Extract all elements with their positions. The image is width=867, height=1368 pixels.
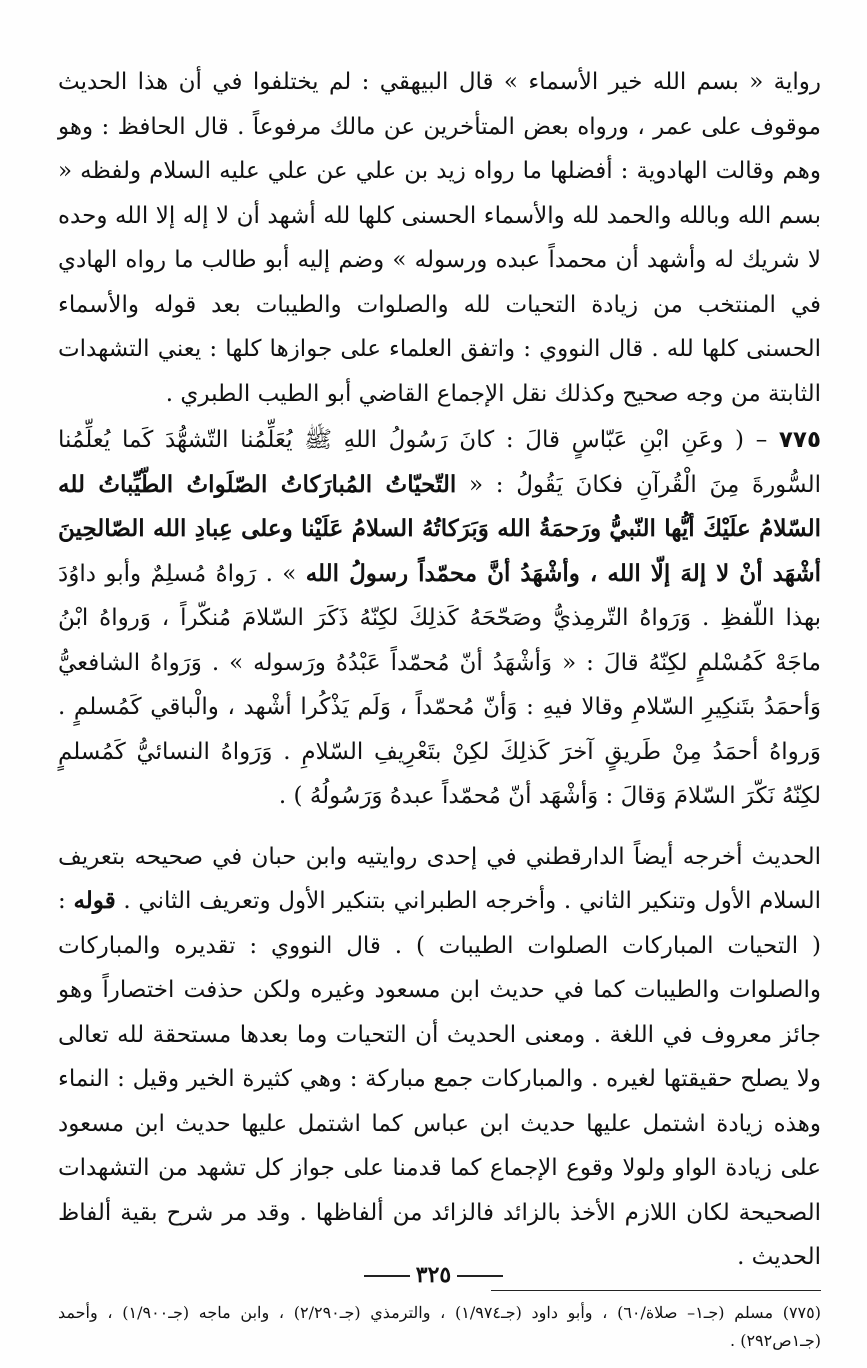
intro-paragraph: [58, 60, 821, 416]
commentary-part1: الحديث أخرجه أيضاً الدارقطني في إحدى روايتيه وابن حبان في صحيحه بتعريف السلام الأول وتنكير الثاني . وأخرجه الطبراني بتنكير الأول وتعريف الثاني .: [58, 843, 821, 914]
hadith-opening: – ( وعَنِ ابْنِ عَبّاسٍ قالَ : كانَ رَسُولُ اللهِ ﷺ يُعَلِّمُنا التّشهُّدَ كَما يُعلِّمُنا السُّورةَ مِنَ الْقُرآنِ فكانَ يَقُولُ : «: [58, 427, 821, 498]
hadith-paragraph: [58, 418, 821, 819]
hadith-closing: » . رَواهُ مُسلِمٌ وأبو داوُدَ بهذا اللّفظِ . وَرَواهُ التّرمِذيُّ وصَحّحَهُ كَذلِكَ لكِنّهُ ذَكَرَ السّلامَ مُنكّراً ، وَرواهُ ابْنُ ماجَهْ كَمُسْلمٍ لكِنّهُ قالَ : « وَأشْهَدُ أنّ مُحمّداً عَبْدُهُ ورَسوله » . وَرَواهُ الشافعيُّ وَأحمَدُ بتَنكِيرِ السّلامِ وقالا فيهِ : وَأنّ مُحمّداً ، وَلَم يَذْكُرا أشْهد ، والْباقي كَمُسلمٍ . وَرواهُ أحمَدُ مِنْ طَريقٍ آخرَ كَذلِكَ لكِنْ بتَعْرِيفِ السّلامِ . وَرَواهُ النسائيُّ كَمُسلمٍ لكِنّهُ نَكّرَ السّلامَ وَقالَ : وَأشْهَد أنّ مُحمّداً عبدهُ وَرَسُولُهُ ) .: [58, 560, 821, 809]
hadith-number: ٧٧٥: [778, 427, 821, 453]
commentary-qawluhu: قوله: [73, 887, 116, 914]
page-number: ٣٢٥: [415, 1262, 452, 1288]
commentary-part2: : ( التحيات المباركات الصلوات الطيبات ) . قال النووي : تقديره والمباركات والصلوات والطيبات كما في حديث ابن مسعود وغيره ولكن حذفت اختصاراً وهو جائز معروف في اللغة . ومعنى الحديث أن التحيات وما بعدها مستحقة لله تعالى ولا يصلح حقيقتها لغيره . والمباركات جمع مباركة : وهي كثيرة الخير وقيل : النماء وهذه زيادة اشتمل عليها حديث ابن عباس كما اشتمل عليها حديث ابن مسعود على زيادة الواو ولولا وقوع الإجماع كما قدمنا على جواز كل تشهد من التشهدات الصحيحة لكان اللازم الأخذ بالزائد فالزائد من ألفاظها . وقد مر شرح بقية ألفاظ الحديث .: [58, 888, 821, 1270]
intro-text: رواية « بسم الله خير الأسماء » قال البيهقي : لم يختلفوا في أن هذا الحديث موقوف على عمر ، ورواه بعض المتأخرين عن مالك مرفوعاً . قال الحافظ : وهو وهم وقالت الهادوية : أفضلها ما رواه زيد بن علي عن علي عليه السلام ولفظه « بسم الله وبالله والحمد لله والأسماء الحسنى كلها لله أشهد أن لا إله إلا الله وحده لا شريك له وأشهد أن محمداً عبده ورسوله » وضم إليه أبو طالب ما رواه الهادي في المنتخب من زيادة التحيات لله والصلوات والطيبات بعد قوله والأسماء الحسنى كلها لله . قال النووي : واتفق العلماء على جوازها كلها : يعني التشهدات الثابتة من وجه صحيح وكذلك نقل الإجماع القاضي أبو الطيب الطبري .: [58, 69, 821, 407]
footnote: (٧٧٥) مسلم (جـ١– صلاة/٦٠) ، وأبو داود (جـ١/٩٧٤) ، والترمذي (جـ٢/٢٩٠) ، وابن ماجه (جـ١/٩٠٠) ، وأحمد (جـ١ص٢٩٢) .: [58, 1302, 821, 1350]
commentary-paragraph: [58, 835, 821, 1280]
footnote-divider: [491, 1290, 821, 1291]
page-number-dash-right: [457, 1275, 503, 1277]
hadith-tashahhud-text: التّحيّاتُ المُبارَكاتُ الصّلَواتُ الطّيِّباتُ لله السّلامُ علَيْكَ أيُّها النّبيُّ ورَحمَةُ الله وَبَرَكاتُهُ السلامُ عَلَيْنا وعلى عِبادِ الله الصّالحِينَ أشْهَد أنْ لا إلهَ إلّا الله ، وأشْهَدُ أنَّ محمّداً رسولُ الله: [58, 470, 821, 587]
page-number-dash-left: [364, 1275, 410, 1277]
page-number-area: [0, 1262, 867, 1288]
